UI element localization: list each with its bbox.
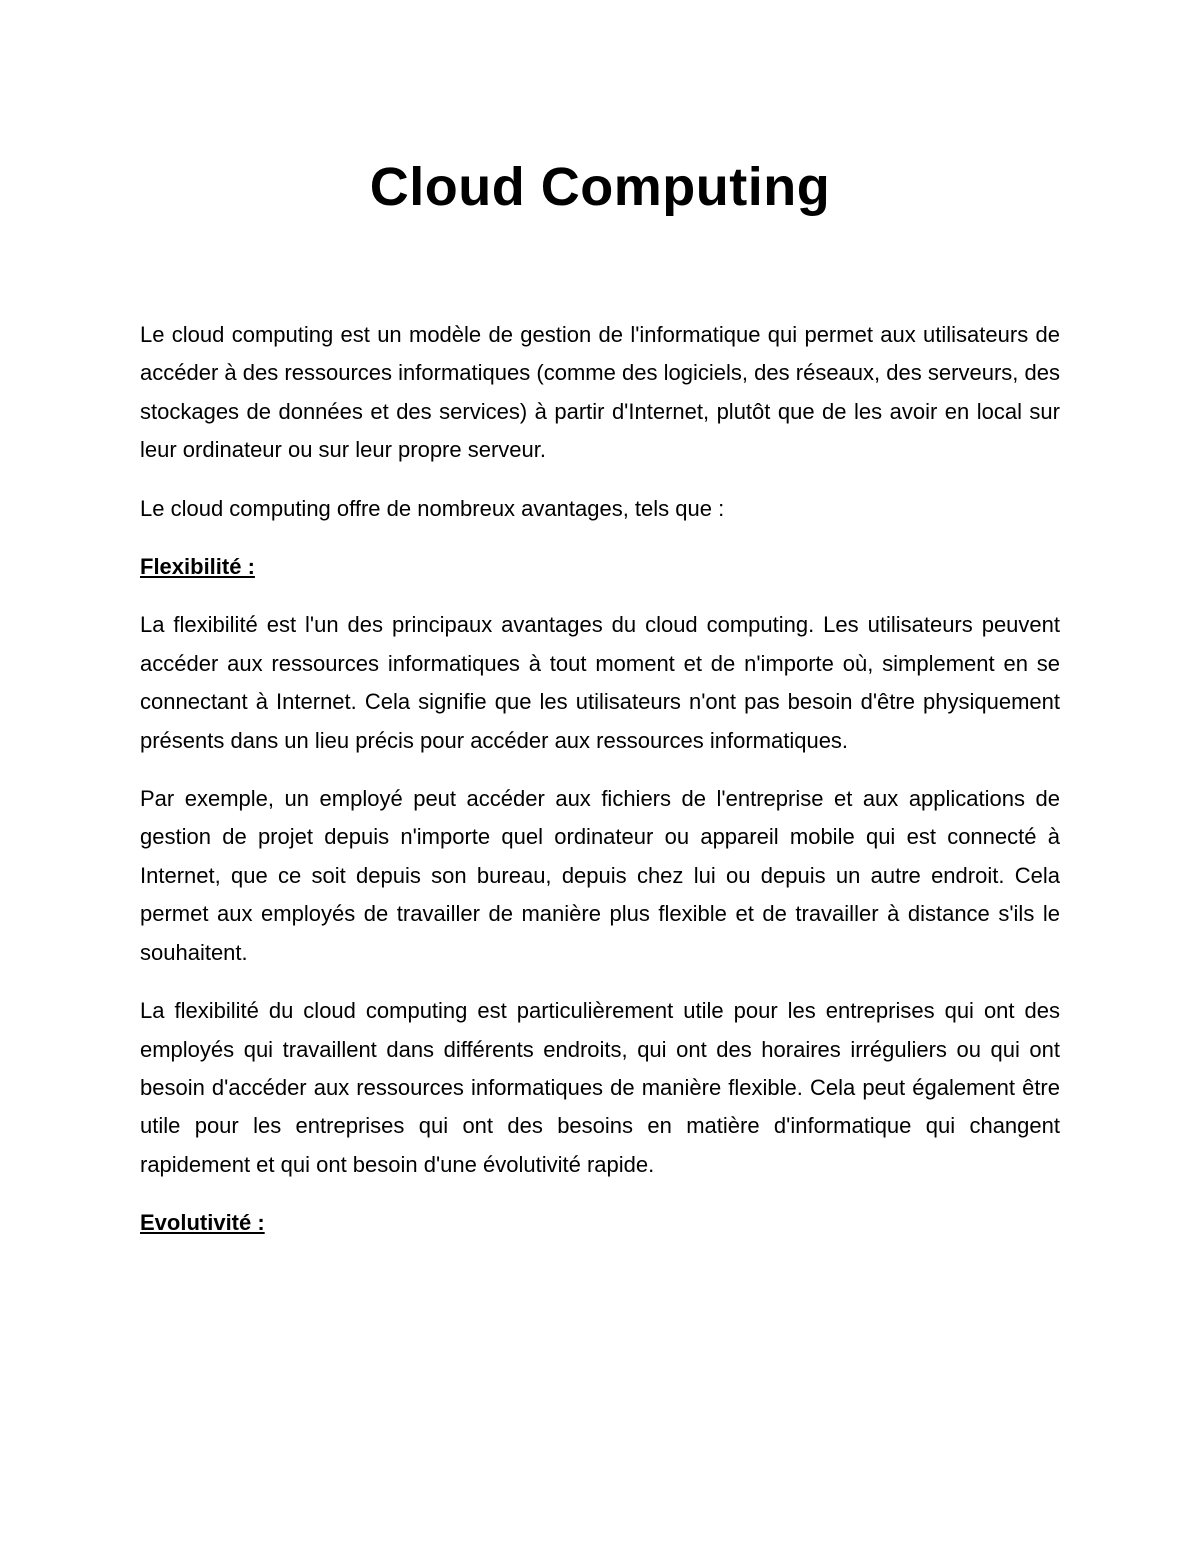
flexibility-paragraph-1: La flexibilité est l'un des principaux avantages du cloud computing. Les utilisateurs peuvent accéder aux ressources informatiques à tout moment et de n'importe où, simplement en se connectant à Internet. Cela signifie que les utilisateurs n'ont pas besoin d'être physiquement présents dans un lieu précis pour accéder aux ressources informatiques. [140, 612, 1060, 753]
advantages-lead-paragraph: Le cloud computing offre de nombreux avantages, tels que : [140, 495, 725, 521]
document-title: Cloud Computing [369, 157, 831, 217]
intro-paragraph: Le cloud computing est un modèle de gestion de l'informatique qui permet aux utilisateurs de accéder à des ressources informatiques (comme des logiciels, des réseaux, des serveurs, des stockages de données et des services) à partir d'Internet, plutôt que de les avoir en local sur leur ordinateur ou sur leur propre serveur. [140, 322, 1060, 463]
section-heading-evolutivite: Evolutivité : [140, 1210, 265, 1236]
section-heading-flexibilite: Flexibilité : [140, 554, 255, 580]
document-body [140, 316, 1060, 1263]
flexibility-paragraph-3: La flexibilité du cloud computing est particulièrement utile pour les entreprises qui ont des employés qui travaillent dans différents endroits, qui ont des horaires irréguliers ou qui ont besoin d'accéder aux ressources informatiques de manière flexible. Cela peut également être utile pour les entreprises qui ont des besoins en matière d'informatique qui changent rapidement et qui ont besoin d'une évolutivité rapide. [140, 998, 1060, 1177]
flexibility-paragraph-2: Par exemple, un employé peut accéder aux fichiers de l'entreprise et aux applications de gestion de projet depuis n'importe quel ordinateur ou appareil mobile qui est connecté à Internet, que ce soit depuis son bureau, depuis chez lui ou depuis un autre endroit. Cela permet aux employés de travailler de manière plus flexible et de travailler à distance s'ils le souhaitent. [140, 786, 1060, 965]
